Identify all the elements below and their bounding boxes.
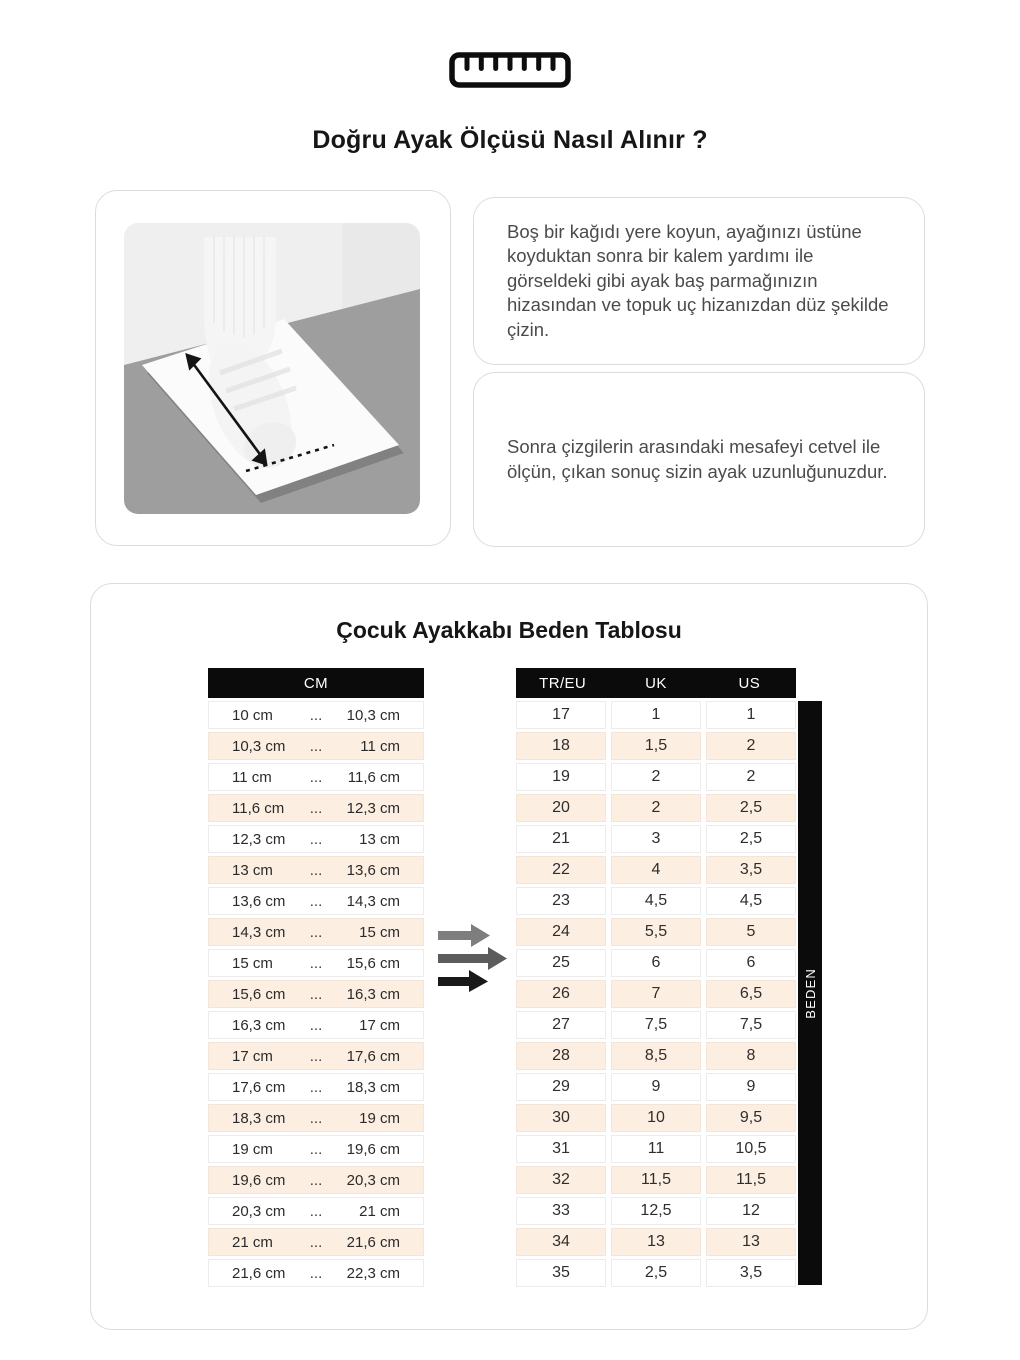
- cm-row: [208, 1135, 424, 1163]
- size-cell: 35: [516, 1259, 606, 1287]
- size-row: [516, 887, 796, 915]
- size-cell: 13: [611, 1228, 701, 1256]
- size-row: [516, 1259, 796, 1287]
- cm-row: [208, 1228, 424, 1256]
- size-cell: 4,5: [706, 887, 796, 915]
- instruction-step-2: Sonra çizgilerin arasındaki mesafeyi cetvel ile ölçün, çıkan sonuç sizin ayak uzunluğunuzdur.: [507, 436, 888, 482]
- size-cell: 1: [706, 701, 796, 729]
- cm-cell: ...: [309, 1233, 323, 1251]
- foot-measurement-photo: [124, 223, 420, 514]
- size-cell: 23: [516, 887, 606, 915]
- size-cell: 3: [611, 825, 701, 853]
- size-cell: 25: [516, 949, 606, 977]
- size-row: [516, 1011, 796, 1039]
- cm-cell: 10 cm: [232, 706, 273, 724]
- cm-cell: ...: [309, 768, 323, 786]
- cm-cell: 10,3 cm: [232, 737, 286, 755]
- cm-cell: 11 cm: [360, 737, 400, 755]
- size-row: [516, 1042, 796, 1070]
- cm-row: [208, 825, 424, 853]
- size-row: [516, 794, 796, 822]
- cm-cell: ...: [309, 892, 323, 910]
- cm-cell: 16,3 cm: [346, 985, 400, 1003]
- cm-cell: 15 cm: [359, 923, 400, 941]
- ruler-icon: [0, 52, 1020, 88]
- cm-row: [208, 794, 424, 822]
- cm-row: [208, 1104, 424, 1132]
- cm-row: [208, 918, 424, 946]
- cm-row: [208, 1166, 424, 1194]
- size-row: [516, 1135, 796, 1163]
- size-cell: 1,5: [611, 732, 701, 760]
- col-header-tr-eu: TR/EU: [539, 674, 587, 692]
- size-row: [516, 763, 796, 791]
- cm-cell: ...: [309, 1264, 323, 1282]
- cm-cell: 17 cm: [232, 1047, 273, 1065]
- size-cell: 12,5: [611, 1197, 701, 1225]
- cm-cell: ...: [309, 737, 323, 755]
- size-cell: 2,5: [706, 825, 796, 853]
- size-row: [516, 856, 796, 884]
- cm-cell: ...: [309, 1016, 323, 1034]
- cm-cell: ...: [309, 799, 323, 817]
- cm-cell: 13 cm: [359, 830, 400, 848]
- size-row: [516, 980, 796, 1008]
- size-cell: 6: [611, 949, 701, 977]
- size-cell: 2: [706, 732, 796, 760]
- size-cell: 7: [611, 980, 701, 1008]
- size-table-title: Çocuk Ayakkabı Beden Tablosu: [336, 617, 682, 643]
- size-cell: 26: [516, 980, 606, 1008]
- cm-cell: 21,6 cm: [346, 1233, 400, 1251]
- cm-cell: ...: [309, 830, 323, 848]
- size-cell: 2,5: [611, 1259, 701, 1287]
- cm-cell: 15 cm: [232, 954, 273, 972]
- cm-cell: 19,6 cm: [346, 1140, 400, 1158]
- cm-cell: 14,3 cm: [346, 892, 400, 910]
- measurement-photo-card: [95, 190, 451, 546]
- size-cell: 9: [706, 1073, 796, 1101]
- cm-cell: 21 cm: [359, 1202, 400, 1220]
- size-row: [516, 1197, 796, 1225]
- cm-row: [208, 1042, 424, 1070]
- cm-cell: 21 cm: [232, 1233, 273, 1251]
- size-cell: 34: [516, 1228, 606, 1256]
- page-title: Doğru Ayak Ölçüsü Nasıl Alınır ?: [312, 126, 708, 154]
- cm-cell: ...: [309, 923, 323, 941]
- beden-label: BEDEN: [802, 967, 818, 1019]
- size-cell: 4: [611, 856, 701, 884]
- cm-cell: 11,6 cm: [232, 799, 285, 817]
- size-cell: 19: [516, 763, 606, 791]
- size-cell: 27: [516, 1011, 606, 1039]
- size-cell: 28: [516, 1042, 606, 1070]
- cm-cell: ...: [309, 861, 323, 879]
- size-row: [516, 949, 796, 977]
- cm-cell: 10,3 cm: [346, 706, 400, 724]
- col-header-us: US: [738, 674, 761, 692]
- cm-cell: 18,3 cm: [346, 1078, 400, 1096]
- cm-cell: ...: [309, 1202, 323, 1220]
- cm-cell: 19 cm: [232, 1140, 273, 1158]
- cm-cell: 13,6 cm: [232, 892, 286, 910]
- cm-cell: 15,6 cm: [232, 985, 286, 1003]
- cm-table-body: [208, 701, 424, 1287]
- size-cell: 8,5: [611, 1042, 701, 1070]
- cm-cell: 21,6 cm: [232, 1264, 286, 1282]
- size-row: [516, 1228, 796, 1256]
- convert-arrows-icon: [436, 922, 508, 992]
- cm-cell: 11 cm: [232, 768, 272, 786]
- size-table-header: [516, 668, 796, 698]
- size-row: [516, 1104, 796, 1132]
- size-cell: 31: [516, 1135, 606, 1163]
- cm-cell: 13,6 cm: [346, 861, 400, 879]
- cm-cell: 17 cm: [359, 1016, 400, 1034]
- size-row: [516, 1166, 796, 1194]
- cm-cell: 18,3 cm: [232, 1109, 286, 1127]
- instruction-step-1: Boş bir kağıdı yere koyun, ayağınızı üstüne koyduktan sonra bir kalem yardımı ile görseldeki gibi ayak baş parmağınızın hizasından ve topuk uç hizanızdan düz şekilde çizin.: [507, 220, 889, 340]
- cm-cell: ...: [309, 985, 323, 1003]
- col-header-uk: UK: [645, 674, 667, 692]
- size-row: [516, 825, 796, 853]
- cm-cell: 12,3 cm: [232, 830, 286, 848]
- size-cell: 2: [706, 763, 796, 791]
- cm-row: [208, 1259, 424, 1287]
- cm-cell: ...: [309, 1171, 323, 1189]
- size-cell: 9,5: [706, 1104, 796, 1132]
- size-cell: 7,5: [706, 1011, 796, 1039]
- cm-cell: ...: [309, 1078, 323, 1096]
- size-cell: 2: [611, 794, 701, 822]
- cm-row: [208, 1197, 424, 1225]
- size-cell: 5,5: [611, 918, 701, 946]
- size-cell: 6,5: [706, 980, 796, 1008]
- size-cell: 11,5: [611, 1166, 701, 1194]
- size-cell: 4,5: [611, 887, 701, 915]
- size-cell: 17: [516, 701, 606, 729]
- size-table-card: [90, 583, 928, 1330]
- cm-cell: ...: [309, 1140, 323, 1158]
- cm-cell: 14,3 cm: [232, 923, 286, 941]
- cm-cell: 17,6 cm: [346, 1047, 400, 1065]
- size-cell: 11: [611, 1135, 701, 1163]
- beden-vertical-bar: [798, 701, 822, 1285]
- size-cell: 24: [516, 918, 606, 946]
- cm-cell: ...: [309, 706, 323, 724]
- size-row: [516, 918, 796, 946]
- cm-row: [208, 1011, 424, 1039]
- size-cell: 10,5: [706, 1135, 796, 1163]
- cm-cell: 20,3 cm: [346, 1171, 400, 1189]
- cm-cell: ...: [309, 954, 323, 972]
- instruction-card-2: [473, 372, 925, 547]
- cm-row: [208, 949, 424, 977]
- cm-row: [208, 856, 424, 884]
- instruction-card-1: [473, 197, 925, 365]
- size-cell: 5: [706, 918, 796, 946]
- cm-range-table: [208, 668, 424, 1287]
- size-row: [516, 732, 796, 760]
- cm-cell: 19 cm: [359, 1109, 400, 1127]
- size-cell: 7,5: [611, 1011, 701, 1039]
- size-cell: 32: [516, 1166, 606, 1194]
- cm-cell: 12,3 cm: [346, 799, 400, 817]
- cm-cell: 11,6 cm: [347, 768, 400, 786]
- size-cell: 21: [516, 825, 606, 853]
- size-cell: 1: [611, 701, 701, 729]
- size-cell: 8: [706, 1042, 796, 1070]
- cm-table-header: CM: [208, 668, 424, 698]
- size-table-body: [516, 701, 796, 1287]
- size-cell: 12: [706, 1197, 796, 1225]
- size-cell: 2,5: [706, 794, 796, 822]
- cm-cell: ...: [309, 1109, 323, 1127]
- size-cell: 33: [516, 1197, 606, 1225]
- cm-row: [208, 1073, 424, 1101]
- cm-cell: 17,6 cm: [232, 1078, 286, 1096]
- cm-row: [208, 887, 424, 915]
- size-cell: 3,5: [706, 1259, 796, 1287]
- size-cell: 2: [611, 763, 701, 791]
- size-cell: 10: [611, 1104, 701, 1132]
- cm-row: [208, 732, 424, 760]
- cm-row: [208, 763, 424, 791]
- size-cell: 13: [706, 1228, 796, 1256]
- size-cell: 20: [516, 794, 606, 822]
- size-cell: 22: [516, 856, 606, 884]
- size-cell: 30: [516, 1104, 606, 1132]
- size-cell: 9: [611, 1073, 701, 1101]
- cm-row: [208, 980, 424, 1008]
- size-cell: 18: [516, 732, 606, 760]
- cm-row: [208, 701, 424, 729]
- cm-cell: 16,3 cm: [232, 1016, 286, 1034]
- cm-cell: 13 cm: [232, 861, 273, 879]
- cm-cell: 20,3 cm: [232, 1202, 286, 1220]
- size-conversion-table: [516, 668, 796, 1287]
- size-cell: 29: [516, 1073, 606, 1101]
- size-cell: 11,5: [706, 1166, 796, 1194]
- cm-cell: 22,3 cm: [346, 1264, 400, 1282]
- size-cell: 3,5: [706, 856, 796, 884]
- cm-cell: ...: [309, 1047, 323, 1065]
- size-row: [516, 1073, 796, 1101]
- size-cell: 6: [706, 949, 796, 977]
- cm-cell: 19,6 cm: [232, 1171, 286, 1189]
- cm-cell: 15,6 cm: [346, 954, 400, 972]
- size-row: [516, 701, 796, 729]
